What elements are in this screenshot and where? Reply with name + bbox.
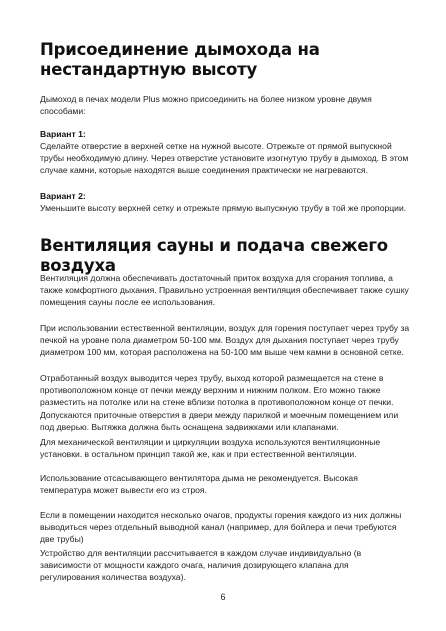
- variant-1-text: Сделайте отверстие в верхней сетке на нужной высоте. Отрежьте от прямой выпускной трубы необходимую длину. Через отверстие установите изогнутую трубу в дымоход. В этом случае камни, которые находятся выше соединения практически не нагреваются.: [40, 141, 409, 176]
- paragraph-intro: Дымоход в печах модели Plus можно присоединить на более низком уровне двумя способами:: [40, 94, 372, 117]
- page-number: 6: [220, 592, 226, 602]
- paragraph-ventilation-1: Вентиляция должна обеспечивать достаточный приток воздуха для сгорания топлива, а также комфортного дыхания. Правильно устроенная вентиляция обеспечивает также сушку помещения сауны после ее использования.: [40, 273, 409, 308]
- variant-1-label: Вариант 1:: [40, 129, 86, 139]
- paragraph-ventilation-7: Устройство для вентиляции рассчитывается в каждом случае индивидуально (в зависимости от мощности каждого очага, наличия дозирующего клапана для регулирования количества воздуха).: [40, 548, 362, 583]
- paragraph-ventilation-5: Использование отсасывающего вентилятора дыма не рекомендуется. Высокая температура может вывести его из строя.: [40, 473, 358, 496]
- paragraph-ventilation-2: При использовании естественной вентиляции, воздух для горения поступает через трубу за печкой на уровне пола диаметром 50-100 мм. Воздух для дыхания поступает через трубу диаметром 100 мм, которая расположена на 50-100 мм выше чем камни в основной сетке.: [40, 323, 410, 358]
- paragraph-ventilation-6: Если в помещении находится несколько очагов, продукты горения каждого из них должны выводиться через отдельный выводной канал (например, для бойлера и печи требуются две трубы): [40, 510, 402, 545]
- section-title-ventilation: Вентиляция сауны и подача свежего воздуха: [40, 236, 388, 275]
- variant-2-text: Уменьшите высоту верхней сетку и отрежьте прямую выпускную трубу в той же пропорции.: [40, 203, 407, 213]
- paragraph-ventilation-3: Отработанный воздух выводится через трубу, выход которой размещается на стене в противоположном конце от печки между верхним и нижним полком. Его можно также разместить на потолке или на стене вблизи потолка в противоположном конце от печки. Допускаются приточные отверстия в двери между парилкой и моечным помещением или под дверью. Вытяжка должна быть оснащена задвижками или клапанами.: [40, 373, 399, 432]
- section-title-chimney: Присоединение дымохода на нестандартную высоту: [40, 40, 320, 79]
- variant-2-label: Вариант 2:: [40, 191, 86, 201]
- paragraph-ventilation-4: Для механической вентиляции и циркуляции воздуха используются вентиляционные установки. в остальном принцип такой же, как и при естественной вентиляции.: [40, 437, 381, 460]
